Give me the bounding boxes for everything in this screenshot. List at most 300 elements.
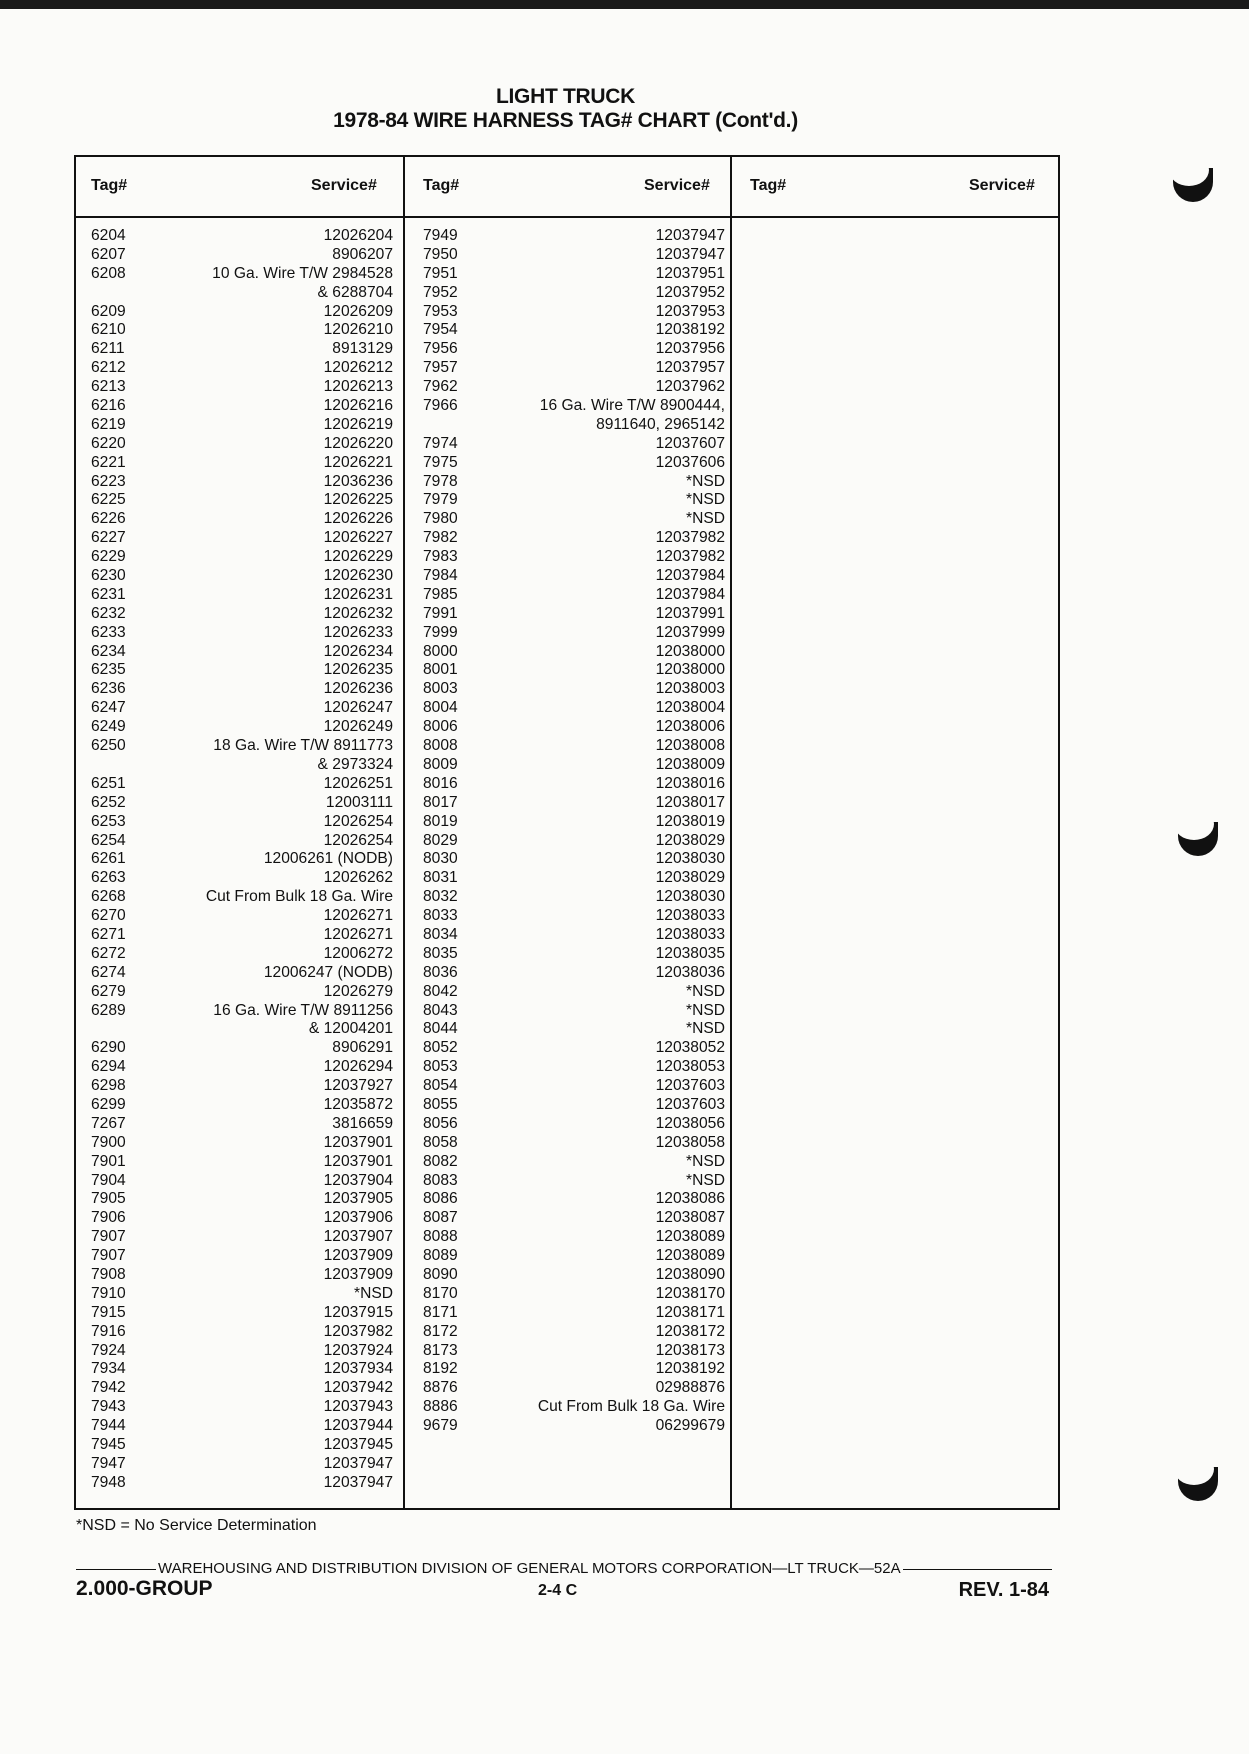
service-number: 12038053 xyxy=(655,1058,725,1076)
table-row xyxy=(91,605,393,624)
page-subtitle: 1978-84 WIRE HARNESS TAG# CHART (Cont'd.) xyxy=(333,109,798,132)
tag-number: 8054 xyxy=(423,1077,458,1095)
service-number: 12037901 xyxy=(323,1152,393,1170)
service-number: 12037905 xyxy=(323,1190,393,1208)
table-row xyxy=(91,718,393,737)
tag-number: 8008 xyxy=(423,737,458,755)
service-number: 12038019 xyxy=(655,812,725,830)
service-number: 12006261 (NODB) xyxy=(263,850,393,868)
table-row xyxy=(91,1115,393,1134)
service-number: 12038089 xyxy=(655,1228,725,1246)
tag-number: 8087 xyxy=(423,1209,458,1227)
table-row xyxy=(423,1379,725,1398)
service-number: 12038029 xyxy=(655,831,725,849)
tag-number: 6263 xyxy=(91,869,126,887)
service-number: 12026209 xyxy=(323,302,393,320)
table-row xyxy=(91,1323,393,1342)
tag-number: 8089 xyxy=(423,1247,458,1265)
table-row xyxy=(91,1228,393,1247)
tag-number: 8042 xyxy=(423,982,458,1000)
service-number: *NSD xyxy=(686,510,725,528)
table-row xyxy=(91,907,393,926)
service-number: 12038006 xyxy=(655,718,725,736)
service-number: Cut From Bulk 18 Ga. Wire xyxy=(537,1398,725,1416)
tag-number: 7915 xyxy=(91,1303,126,1321)
column-divider xyxy=(730,157,732,1508)
tag-number: 6219 xyxy=(91,415,126,433)
tag-number: 6251 xyxy=(91,774,126,792)
table-row xyxy=(423,1153,725,1172)
table-row xyxy=(91,359,393,378)
tag-number: 6271 xyxy=(91,925,126,943)
service-number: 16 Ga. Wire T/W 8900444, xyxy=(539,397,725,415)
tag-number: 7999 xyxy=(423,623,458,641)
table-row xyxy=(91,1247,393,1266)
table-row xyxy=(423,586,725,605)
tag-number: 6230 xyxy=(91,567,126,585)
table-row xyxy=(91,1190,393,1209)
table-row xyxy=(423,1285,725,1304)
tag-number: 7957 xyxy=(423,359,458,377)
table-column-2 xyxy=(423,227,725,1436)
service-number: 12038017 xyxy=(655,793,725,811)
service-number: 12026204 xyxy=(323,227,393,244)
tag-number: 8001 xyxy=(423,661,458,679)
table-row xyxy=(91,945,393,964)
table-row xyxy=(91,964,393,983)
tag-number: 6226 xyxy=(91,510,126,528)
tag-number: 8032 xyxy=(423,888,458,906)
table-row xyxy=(423,850,725,869)
service-number: 12026230 xyxy=(323,567,393,585)
table-row xyxy=(91,624,393,643)
table-row xyxy=(91,1020,393,1039)
tag-number: 8030 xyxy=(423,850,458,868)
table-row xyxy=(423,983,725,1002)
service-number: 12038036 xyxy=(655,963,725,981)
table-row xyxy=(423,284,725,303)
column-divider xyxy=(403,157,405,1508)
service-number: 12037984 xyxy=(655,585,725,603)
service-number: 16 Ga. Wire T/W 8911256 xyxy=(213,1001,393,1019)
tag-number: 6253 xyxy=(91,812,126,830)
table-row xyxy=(423,869,725,888)
tag-number: 7948 xyxy=(91,1473,126,1491)
service-number: *NSD xyxy=(686,472,725,490)
table-row xyxy=(423,1190,725,1209)
table-row xyxy=(423,661,725,680)
tag-number: 8192 xyxy=(423,1360,458,1378)
tag-number: 8082 xyxy=(423,1152,458,1170)
service-number: 12037901 xyxy=(323,1133,393,1151)
tag-number: 7907 xyxy=(91,1228,126,1246)
tag-number: 7900 xyxy=(91,1133,126,1151)
service-number: 12038008 xyxy=(655,737,725,755)
table-row xyxy=(423,1039,725,1058)
service-number: 12037906 xyxy=(323,1209,393,1227)
table-row xyxy=(423,643,725,662)
table-row xyxy=(91,340,393,359)
tag-number: 8043 xyxy=(423,1001,458,1019)
tag-number: 7975 xyxy=(423,453,458,471)
tag-number: 7962 xyxy=(423,378,458,396)
service-number: 12038172 xyxy=(655,1322,725,1340)
tag-number: 6208 xyxy=(91,264,126,282)
rule-right xyxy=(903,1569,1052,1570)
table-row xyxy=(423,510,725,529)
service-number: 12038004 xyxy=(655,699,725,717)
group-label: 2.000-GROUP xyxy=(76,1577,213,1600)
table-row xyxy=(91,1134,393,1153)
service-number: 12026271 xyxy=(323,925,393,943)
table-row xyxy=(91,510,393,529)
tag-number: 7907 xyxy=(91,1247,126,1265)
tag-number: 9679 xyxy=(423,1417,458,1435)
table-row xyxy=(423,624,725,643)
tag-number: 6213 xyxy=(91,378,126,396)
col1-tag-header: Tag# xyxy=(91,177,128,194)
table-row xyxy=(423,473,725,492)
tag-number: 7924 xyxy=(91,1341,126,1359)
service-number: *NSD xyxy=(686,1152,725,1170)
table-row xyxy=(91,321,393,340)
table-row xyxy=(91,643,393,662)
table-row xyxy=(423,888,725,907)
tag-number: 7966 xyxy=(423,397,458,415)
table-row xyxy=(423,794,725,813)
table-row xyxy=(423,529,725,548)
service-number: 12038033 xyxy=(655,925,725,943)
tag-number: 8090 xyxy=(423,1265,458,1283)
service-number: 12038000 xyxy=(655,661,725,679)
table-row xyxy=(91,284,393,303)
service-number: 12026226 xyxy=(323,510,393,528)
table-row xyxy=(91,737,393,756)
tag-number: 7954 xyxy=(423,321,458,339)
service-number: 12035872 xyxy=(323,1095,393,1113)
page-title: LIGHT TRUCK xyxy=(495,85,635,108)
service-number: 12037904 xyxy=(323,1171,393,1189)
tag-number: 6261 xyxy=(91,850,126,868)
tag-number: 6207 xyxy=(91,245,126,263)
table-row xyxy=(91,1398,393,1417)
tag-number: 8036 xyxy=(423,963,458,981)
service-number: 12026227 xyxy=(323,529,393,547)
service-number: 12026232 xyxy=(323,604,393,622)
col1-service-header: Service# xyxy=(311,177,377,194)
table-row xyxy=(423,1360,725,1379)
tag-number: 6252 xyxy=(91,793,126,811)
service-number: 12037982 xyxy=(655,548,725,566)
service-number: 12026210 xyxy=(323,321,393,339)
service-number: 12038035 xyxy=(655,944,725,962)
service-number: 12037945 xyxy=(323,1436,393,1453)
service-number: 12037909 xyxy=(323,1247,393,1265)
table-row xyxy=(423,1077,725,1096)
tag-number: 8004 xyxy=(423,699,458,717)
service-number: 12037956 xyxy=(655,340,725,358)
service-number: & 2973324 xyxy=(317,755,393,773)
tag-number: 8172 xyxy=(423,1322,458,1340)
table-row xyxy=(423,1342,725,1361)
table-column-1 xyxy=(91,227,393,1493)
tag-number: 6225 xyxy=(91,491,126,509)
service-number: 12037991 xyxy=(655,604,725,622)
table-row xyxy=(91,1304,393,1323)
table-row xyxy=(423,1002,725,1021)
tag-number: 6247 xyxy=(91,699,126,717)
tag-number: 6279 xyxy=(91,982,126,1000)
tag-number: 6298 xyxy=(91,1077,126,1095)
tag-number: 6212 xyxy=(91,359,126,377)
table-row xyxy=(423,964,725,983)
page-number: 2-4 C xyxy=(538,1582,578,1599)
table-row xyxy=(91,1379,393,1398)
table-row xyxy=(91,586,393,605)
table-row xyxy=(91,265,393,284)
service-number: 12037947 xyxy=(655,227,725,244)
tag-number: 7991 xyxy=(423,604,458,622)
tag-number: 8171 xyxy=(423,1303,458,1321)
tag-number: 6289 xyxy=(91,1001,126,1019)
table-row xyxy=(91,567,393,586)
service-number: 12038029 xyxy=(655,869,725,887)
table-row xyxy=(91,1417,393,1436)
service-number: 12026254 xyxy=(323,812,393,830)
table-row xyxy=(91,303,393,322)
tag-number: 7943 xyxy=(91,1398,126,1416)
tag-number: 8876 xyxy=(423,1379,458,1397)
table-row xyxy=(91,661,393,680)
service-number: *NSD xyxy=(686,1020,725,1038)
service-number: 8913129 xyxy=(332,340,393,358)
service-number: *NSD xyxy=(686,1001,725,1019)
service-number: 12037951 xyxy=(655,264,725,282)
table-row xyxy=(91,246,393,265)
service-number: 12026251 xyxy=(323,774,393,792)
tag-number: 6231 xyxy=(91,585,126,603)
table-header xyxy=(76,157,1058,218)
service-number: Cut From Bulk 18 Ga. Wire xyxy=(205,888,393,906)
service-number: 12038009 xyxy=(655,755,725,773)
service-number: 12026219 xyxy=(323,415,393,433)
table-row xyxy=(423,1304,725,1323)
service-number: 12038016 xyxy=(655,774,725,792)
table-row xyxy=(423,246,725,265)
service-number: 12038030 xyxy=(655,888,725,906)
table-row xyxy=(91,813,393,832)
tag-number: 6235 xyxy=(91,661,126,679)
table-row xyxy=(91,1455,393,1474)
service-number: 12037607 xyxy=(655,434,725,452)
tag-number: 6250 xyxy=(91,737,126,755)
service-number: 12038030 xyxy=(655,850,725,868)
service-number: 12026294 xyxy=(323,1058,393,1076)
binder-hole-icon xyxy=(1178,1467,1218,1501)
nsd-footnote: *NSD = No Service Determination xyxy=(76,1517,317,1534)
table-row xyxy=(423,303,725,322)
table-row xyxy=(423,605,725,624)
tag-number: 6233 xyxy=(91,623,126,641)
service-number: 12037606 xyxy=(655,453,725,471)
tag-number: 7951 xyxy=(423,264,458,282)
table-row xyxy=(423,926,725,945)
service-number: 12026233 xyxy=(323,623,393,641)
service-number: 12037907 xyxy=(323,1228,393,1246)
service-number: 12037934 xyxy=(323,1360,393,1378)
table-row xyxy=(423,1266,725,1285)
tag-number: 7904 xyxy=(91,1171,126,1189)
service-number: & 6288704 xyxy=(317,283,393,301)
service-number: 02988876 xyxy=(655,1379,725,1397)
tag-number: 6221 xyxy=(91,453,126,471)
table-row xyxy=(423,567,725,586)
service-number: 12038171 xyxy=(655,1303,725,1321)
tag-number: 7953 xyxy=(423,302,458,320)
service-number: 12006272 xyxy=(323,944,393,962)
tag-number: 6249 xyxy=(91,718,126,736)
table-row xyxy=(91,227,393,246)
service-number: 12038058 xyxy=(655,1133,725,1151)
table-row xyxy=(91,378,393,397)
service-number: 12026225 xyxy=(323,491,393,509)
col2-service-header: Service# xyxy=(644,177,710,194)
tag-number: 6220 xyxy=(91,434,126,452)
table-row xyxy=(91,1342,393,1361)
table-row xyxy=(423,699,725,718)
tag-number: 6204 xyxy=(91,227,126,244)
tag-number: 8055 xyxy=(423,1095,458,1113)
table-row xyxy=(423,737,725,756)
division-line xyxy=(76,1560,1052,1577)
table-row xyxy=(423,907,725,926)
table-row xyxy=(423,813,725,832)
service-number: 12037953 xyxy=(655,302,725,320)
service-number: 12037943 xyxy=(323,1398,393,1416)
tag-number: 6223 xyxy=(91,472,126,490)
tag-number: 6299 xyxy=(91,1095,126,1113)
service-number: 12037957 xyxy=(655,359,725,377)
service-number: 12038003 xyxy=(655,680,725,698)
tag-number: 8083 xyxy=(423,1171,458,1189)
tag-number: 8053 xyxy=(423,1058,458,1076)
table-row xyxy=(91,850,393,869)
table-row xyxy=(423,397,725,416)
tag-number: 6211 xyxy=(91,340,125,358)
table-row xyxy=(423,359,725,378)
table-row xyxy=(423,945,725,964)
table-row xyxy=(91,775,393,794)
service-number: 12026249 xyxy=(323,718,393,736)
service-number: 12036236 xyxy=(323,472,393,490)
tag-number: 8019 xyxy=(423,812,458,830)
service-number: 10 Ga. Wire T/W 2984528 xyxy=(212,264,393,282)
service-number: 12037982 xyxy=(323,1322,393,1340)
tag-number: 7910 xyxy=(91,1284,126,1302)
service-number: 12037603 xyxy=(655,1077,725,1095)
service-number: 8906291 xyxy=(332,1039,393,1057)
tag-number: 8033 xyxy=(423,907,458,925)
tag-number: 6216 xyxy=(91,397,126,415)
service-number: 12037984 xyxy=(655,567,725,585)
table-row xyxy=(423,775,725,794)
tag-number: 8016 xyxy=(423,774,458,792)
table-row xyxy=(423,265,725,284)
tag-number: 6274 xyxy=(91,963,126,981)
tag-number: 6227 xyxy=(91,529,126,547)
service-number: 12026221 xyxy=(323,453,393,471)
service-number: 18 Ga. Wire T/W 8911773 xyxy=(213,737,393,755)
tag-number: 6268 xyxy=(91,888,126,906)
tag-number: 7934 xyxy=(91,1360,126,1378)
service-number: 12038052 xyxy=(655,1039,725,1057)
service-number: 8906207 xyxy=(332,245,393,263)
table-row xyxy=(423,1247,725,1266)
tag-number: 8088 xyxy=(423,1228,458,1246)
service-number: *NSD xyxy=(686,1171,725,1189)
service-number: 12026229 xyxy=(323,548,393,566)
division-text: WAREHOUSING AND DISTRIBUTION DIVISION OF GENERAL MOTORS CORPORATION—LT TRUCK—52A xyxy=(158,1560,901,1577)
table-row xyxy=(91,1474,393,1493)
table-row xyxy=(91,832,393,851)
service-number: 12037942 xyxy=(323,1379,393,1397)
service-number: 12026262 xyxy=(323,869,393,887)
tag-number: 7905 xyxy=(91,1190,126,1208)
table-row xyxy=(91,1002,393,1021)
service-number: 12026212 xyxy=(323,359,393,377)
tag-number: 7949 xyxy=(423,227,458,244)
service-number: 12038087 xyxy=(655,1209,725,1227)
table-row xyxy=(423,1228,725,1247)
col3-tag-header: Tag# xyxy=(750,177,787,194)
table-row xyxy=(423,1398,725,1417)
table-row xyxy=(423,435,725,454)
tag-number: 8170 xyxy=(423,1284,458,1302)
table-row xyxy=(423,321,725,340)
service-number: 12037909 xyxy=(323,1265,393,1283)
col3-service-header: Service# xyxy=(969,177,1035,194)
rule-left xyxy=(76,1569,156,1570)
service-number: 12037952 xyxy=(655,283,725,301)
tag-number: 7908 xyxy=(91,1265,126,1283)
tag-number: 6290 xyxy=(91,1039,126,1057)
service-number: & 12004201 xyxy=(308,1020,393,1038)
table-row xyxy=(423,416,725,435)
tag-number: 6294 xyxy=(91,1058,126,1076)
service-number: 12038170 xyxy=(655,1284,725,1302)
service-number: 12037944 xyxy=(323,1417,393,1435)
tag-number: 7944 xyxy=(91,1417,126,1435)
service-number: 12026234 xyxy=(323,642,393,660)
table-row xyxy=(91,529,393,548)
tag-number: 6234 xyxy=(91,642,126,660)
table-row xyxy=(423,340,725,359)
table-row xyxy=(91,1058,393,1077)
service-number: *NSD xyxy=(686,982,725,1000)
table-row xyxy=(423,227,725,246)
tag-number: 6270 xyxy=(91,907,126,925)
table-row xyxy=(423,756,725,775)
service-number: *NSD xyxy=(686,491,725,509)
table-row xyxy=(91,416,393,435)
tag-number: 8086 xyxy=(423,1190,458,1208)
service-number: 12026220 xyxy=(323,434,393,452)
service-number: 12038192 xyxy=(655,1360,725,1378)
service-number: 12026216 xyxy=(323,397,393,415)
table-row xyxy=(91,699,393,718)
service-number: 12037947 xyxy=(323,1473,393,1491)
tag-number: 8044 xyxy=(423,1020,458,1038)
